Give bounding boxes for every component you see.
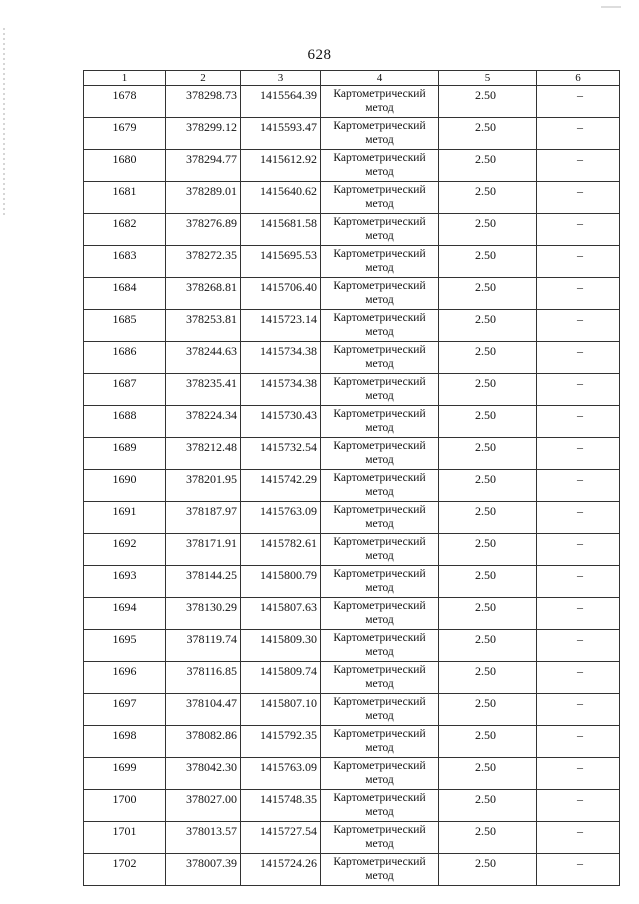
method-cell (321, 182, 439, 214)
note-dash: – (537, 694, 620, 726)
coordinate-y: 1415734.38 (241, 342, 321, 374)
method-label-line2: метод (365, 646, 394, 658)
accuracy-value: 2.50 (439, 150, 537, 182)
table-row (84, 598, 620, 630)
method-cell (321, 534, 439, 566)
accuracy-value: 2.50 (439, 438, 537, 470)
method-cell (321, 470, 439, 502)
page-number: 628 (307, 47, 332, 63)
coordinate-x: 378276.89 (166, 214, 241, 246)
note-dash: – (537, 310, 620, 342)
method-label-line2: метод (365, 102, 394, 114)
method-label-line1: Картометрический (333, 856, 426, 868)
table-row (84, 374, 620, 406)
method-cell (321, 598, 439, 630)
method-cell (321, 214, 439, 246)
note-dash: – (537, 118, 620, 150)
note-dash: – (537, 246, 620, 278)
table-row (84, 150, 620, 182)
method-cell (321, 118, 439, 150)
note-dash: – (537, 182, 620, 214)
method-label-line2: метод (365, 870, 394, 882)
method-label-line1: Картометрический (333, 376, 426, 388)
method-cell (321, 758, 439, 790)
point-number: 1685 (84, 310, 166, 342)
note-dash: – (537, 150, 620, 182)
point-number: 1682 (84, 214, 166, 246)
note-dash: – (537, 278, 620, 310)
accuracy-value: 2.50 (439, 310, 537, 342)
table-row (84, 86, 620, 118)
method-label-line1: Картометрический (333, 88, 426, 100)
table-row (84, 790, 620, 822)
coordinate-y: 1415612.92 (241, 150, 321, 182)
coordinate-x: 378289.01 (166, 182, 241, 214)
accuracy-value: 2.50 (439, 86, 537, 118)
method-label-line2: метод (365, 230, 394, 242)
method-cell (321, 726, 439, 758)
method-label-line2: метод (365, 678, 394, 690)
method-label-line2: метод (365, 582, 394, 594)
method-cell (321, 438, 439, 470)
table-row (84, 406, 620, 438)
method-label-line1: Картометрический (333, 600, 426, 612)
method-label-line2: метод (365, 838, 394, 850)
coordinate-y: 1415748.35 (241, 790, 321, 822)
table-row (84, 822, 620, 854)
point-number: 1688 (84, 406, 166, 438)
note-dash: – (537, 598, 620, 630)
coordinate-y: 1415763.09 (241, 502, 321, 534)
coordinate-y: 1415727.54 (241, 822, 321, 854)
point-number: 1694 (84, 598, 166, 630)
point-number: 1701 (84, 822, 166, 854)
method-cell (321, 406, 439, 438)
accuracy-value: 2.50 (439, 630, 537, 662)
point-number: 1697 (84, 694, 166, 726)
point-number: 1702 (84, 854, 166, 886)
coordinate-y: 1415681.58 (241, 214, 321, 246)
coordinate-y: 1415792.35 (241, 726, 321, 758)
method-label-line1: Картометрический (333, 408, 426, 420)
note-dash: – (537, 406, 620, 438)
method-label-line2: метод (365, 454, 394, 466)
point-number: 1689 (84, 438, 166, 470)
method-label-line2: метод (365, 550, 394, 562)
point-number: 1693 (84, 566, 166, 598)
method-label-line1: Картометрический (333, 120, 426, 132)
method-cell (321, 86, 439, 118)
method-label-line2: метод (365, 294, 394, 306)
method-cell (321, 246, 439, 278)
coordinate-x: 378235.41 (166, 374, 241, 406)
method-label-line2: метод (365, 198, 394, 210)
table-row (84, 118, 620, 150)
coordinate-x: 378027.00 (166, 790, 241, 822)
coordinates-table (83, 70, 620, 886)
coordinate-x: 378299.12 (166, 118, 241, 150)
method-cell (321, 310, 439, 342)
point-number: 1700 (84, 790, 166, 822)
accuracy-value: 2.50 (439, 534, 537, 566)
table-row (84, 214, 620, 246)
table-row (84, 278, 620, 310)
accuracy-value: 2.50 (439, 118, 537, 150)
coordinate-y: 1415640.62 (241, 182, 321, 214)
coordinate-y: 1415723.14 (241, 310, 321, 342)
table-body (84, 86, 620, 886)
accuracy-value: 2.50 (439, 406, 537, 438)
point-number: 1683 (84, 246, 166, 278)
table-header-row (84, 71, 620, 86)
method-cell (321, 630, 439, 662)
note-dash: – (537, 758, 620, 790)
method-cell (321, 374, 439, 406)
accuracy-value: 2.50 (439, 662, 537, 694)
note-dash: – (537, 374, 620, 406)
table-row (84, 534, 620, 566)
coordinate-y: 1415564.39 (241, 86, 321, 118)
point-number: 1699 (84, 758, 166, 790)
coordinate-x: 378294.77 (166, 150, 241, 182)
method-label-line1: Картометрический (333, 504, 426, 516)
coordinate-x: 378212.48 (166, 438, 241, 470)
accuracy-value: 2.50 (439, 470, 537, 502)
method-label-line1: Картометрический (333, 664, 426, 676)
point-number: 1678 (84, 86, 166, 118)
note-dash: – (537, 534, 620, 566)
coordinate-x: 378119.74 (166, 630, 241, 662)
coordinate-x: 378116.85 (166, 662, 241, 694)
header-col-2: 2 (166, 71, 241, 86)
coordinate-x: 378224.34 (166, 406, 241, 438)
method-label-line1: Картометрический (333, 280, 426, 292)
method-label-line1: Картометрический (333, 152, 426, 164)
table-row (84, 502, 620, 534)
coordinate-x: 378082.86 (166, 726, 241, 758)
accuracy-value: 2.50 (439, 182, 537, 214)
coordinate-y: 1415593.47 (241, 118, 321, 150)
header-col-5: 5 (439, 71, 537, 86)
point-number: 1696 (84, 662, 166, 694)
note-dash: – (537, 342, 620, 374)
point-number: 1695 (84, 630, 166, 662)
point-number: 1691 (84, 502, 166, 534)
accuracy-value: 2.50 (439, 854, 537, 886)
table-row (84, 342, 620, 374)
coordinate-y: 1415763.09 (241, 758, 321, 790)
point-number: 1684 (84, 278, 166, 310)
table-row (84, 310, 620, 342)
method-label-line1: Картометрический (333, 728, 426, 740)
table-row (84, 726, 620, 758)
coordinate-y: 1415742.29 (241, 470, 321, 502)
method-label-line1: Картометрический (333, 344, 426, 356)
method-label-line1: Картометрический (333, 568, 426, 580)
note-dash: – (537, 854, 620, 886)
note-dash: – (537, 790, 620, 822)
note-dash: – (537, 502, 620, 534)
point-number: 1686 (84, 342, 166, 374)
coordinate-x: 378104.47 (166, 694, 241, 726)
method-label-line1: Картометрический (333, 472, 426, 484)
method-cell (321, 822, 439, 854)
method-label-line2: метод (365, 166, 394, 178)
accuracy-value: 2.50 (439, 726, 537, 758)
method-cell (321, 854, 439, 886)
table-row (84, 662, 620, 694)
method-label-line1: Картометрический (333, 760, 426, 772)
coordinate-y: 1415809.74 (241, 662, 321, 694)
header-col-6: 6 (537, 71, 620, 86)
method-label-line1: Картометрический (333, 696, 426, 708)
coordinate-x: 378187.97 (166, 502, 241, 534)
table-row (84, 758, 620, 790)
method-cell (321, 150, 439, 182)
coordinate-x: 378253.81 (166, 310, 241, 342)
accuracy-value: 2.50 (439, 214, 537, 246)
point-number: 1681 (84, 182, 166, 214)
coordinate-x: 378268.81 (166, 278, 241, 310)
coordinate-x: 378272.35 (166, 246, 241, 278)
table-row (84, 182, 620, 214)
coordinate-y: 1415809.30 (241, 630, 321, 662)
note-dash: – (537, 470, 620, 502)
method-label-line1: Картометрический (333, 792, 426, 804)
method-cell (321, 566, 439, 598)
point-number: 1679 (84, 118, 166, 150)
coordinate-x: 378201.95 (166, 470, 241, 502)
point-number: 1680 (84, 150, 166, 182)
coordinate-x: 378130.29 (166, 598, 241, 630)
coordinate-y: 1415732.54 (241, 438, 321, 470)
method-label-line1: Картометрический (333, 184, 426, 196)
table-row (84, 246, 620, 278)
coordinate-y: 1415734.38 (241, 374, 321, 406)
coordinate-x: 378007.39 (166, 854, 241, 886)
method-label-line1: Картометрический (333, 536, 426, 548)
method-cell (321, 342, 439, 374)
method-label-line2: метод (365, 774, 394, 786)
point-number: 1690 (84, 470, 166, 502)
method-label-line2: метод (365, 262, 394, 274)
method-label-line2: метод (365, 742, 394, 754)
point-number: 1687 (84, 374, 166, 406)
note-dash: – (537, 566, 620, 598)
accuracy-value: 2.50 (439, 598, 537, 630)
header-col-4: 4 (321, 71, 439, 86)
method-label-line1: Картометрический (333, 440, 426, 452)
accuracy-value: 2.50 (439, 374, 537, 406)
accuracy-value: 2.50 (439, 246, 537, 278)
accuracy-value: 2.50 (439, 790, 537, 822)
accuracy-value: 2.50 (439, 342, 537, 374)
accuracy-value: 2.50 (439, 694, 537, 726)
coordinate-y: 1415695.53 (241, 246, 321, 278)
header-col-3: 3 (241, 71, 321, 86)
method-cell (321, 694, 439, 726)
method-cell (321, 790, 439, 822)
method-label-line1: Картометрический (333, 824, 426, 836)
coordinate-y: 1415724.26 (241, 854, 321, 886)
method-label-line2: метод (365, 358, 394, 370)
table-row (84, 438, 620, 470)
coordinate-x: 378171.91 (166, 534, 241, 566)
table-row (84, 854, 620, 886)
method-label-line2: метод (365, 390, 394, 402)
coordinate-y: 1415782.61 (241, 534, 321, 566)
note-dash: – (537, 438, 620, 470)
accuracy-value: 2.50 (439, 758, 537, 790)
header-col-1: 1 (84, 71, 166, 86)
coordinate-y: 1415800.79 (241, 566, 321, 598)
coordinate-x: 378298.73 (166, 86, 241, 118)
note-dash: – (537, 726, 620, 758)
coordinate-x: 378144.25 (166, 566, 241, 598)
note-dash: – (537, 822, 620, 854)
note-dash: – (537, 86, 620, 118)
table-row (84, 470, 620, 502)
method-label-line2: метод (365, 710, 394, 722)
coordinate-y: 1415807.63 (241, 598, 321, 630)
method-label-line1: Картометрический (333, 312, 426, 324)
accuracy-value: 2.50 (439, 822, 537, 854)
method-label-line1: Картометрический (333, 248, 426, 260)
point-number: 1692 (84, 534, 166, 566)
method-label-line2: метод (365, 422, 394, 434)
scan-corner-artifact (601, 6, 621, 8)
method-label-line1: Картометрический (333, 632, 426, 644)
note-dash: – (537, 662, 620, 694)
table-row (84, 694, 620, 726)
method-label-line2: метод (365, 326, 394, 338)
accuracy-value: 2.50 (439, 502, 537, 534)
method-cell (321, 662, 439, 694)
method-label-line2: метод (365, 614, 394, 626)
coordinate-x: 378244.63 (166, 342, 241, 374)
coordinate-x: 378042.30 (166, 758, 241, 790)
method-label-line2: метод (365, 806, 394, 818)
method-cell (321, 278, 439, 310)
method-cell (321, 502, 439, 534)
point-number: 1698 (84, 726, 166, 758)
accuracy-value: 2.50 (439, 566, 537, 598)
table-row (84, 630, 620, 662)
method-label-line1: Картометрический (333, 216, 426, 228)
note-dash: – (537, 630, 620, 662)
coordinate-y: 1415706.40 (241, 278, 321, 310)
method-label-line2: метод (365, 518, 394, 530)
accuracy-value: 2.50 (439, 278, 537, 310)
coordinate-y: 1415730.43 (241, 406, 321, 438)
note-dash: – (537, 214, 620, 246)
method-label-line2: метод (365, 486, 394, 498)
coordinate-y: 1415807.10 (241, 694, 321, 726)
method-label-line2: метод (365, 134, 394, 146)
coordinate-x: 378013.57 (166, 822, 241, 854)
table-row (84, 566, 620, 598)
